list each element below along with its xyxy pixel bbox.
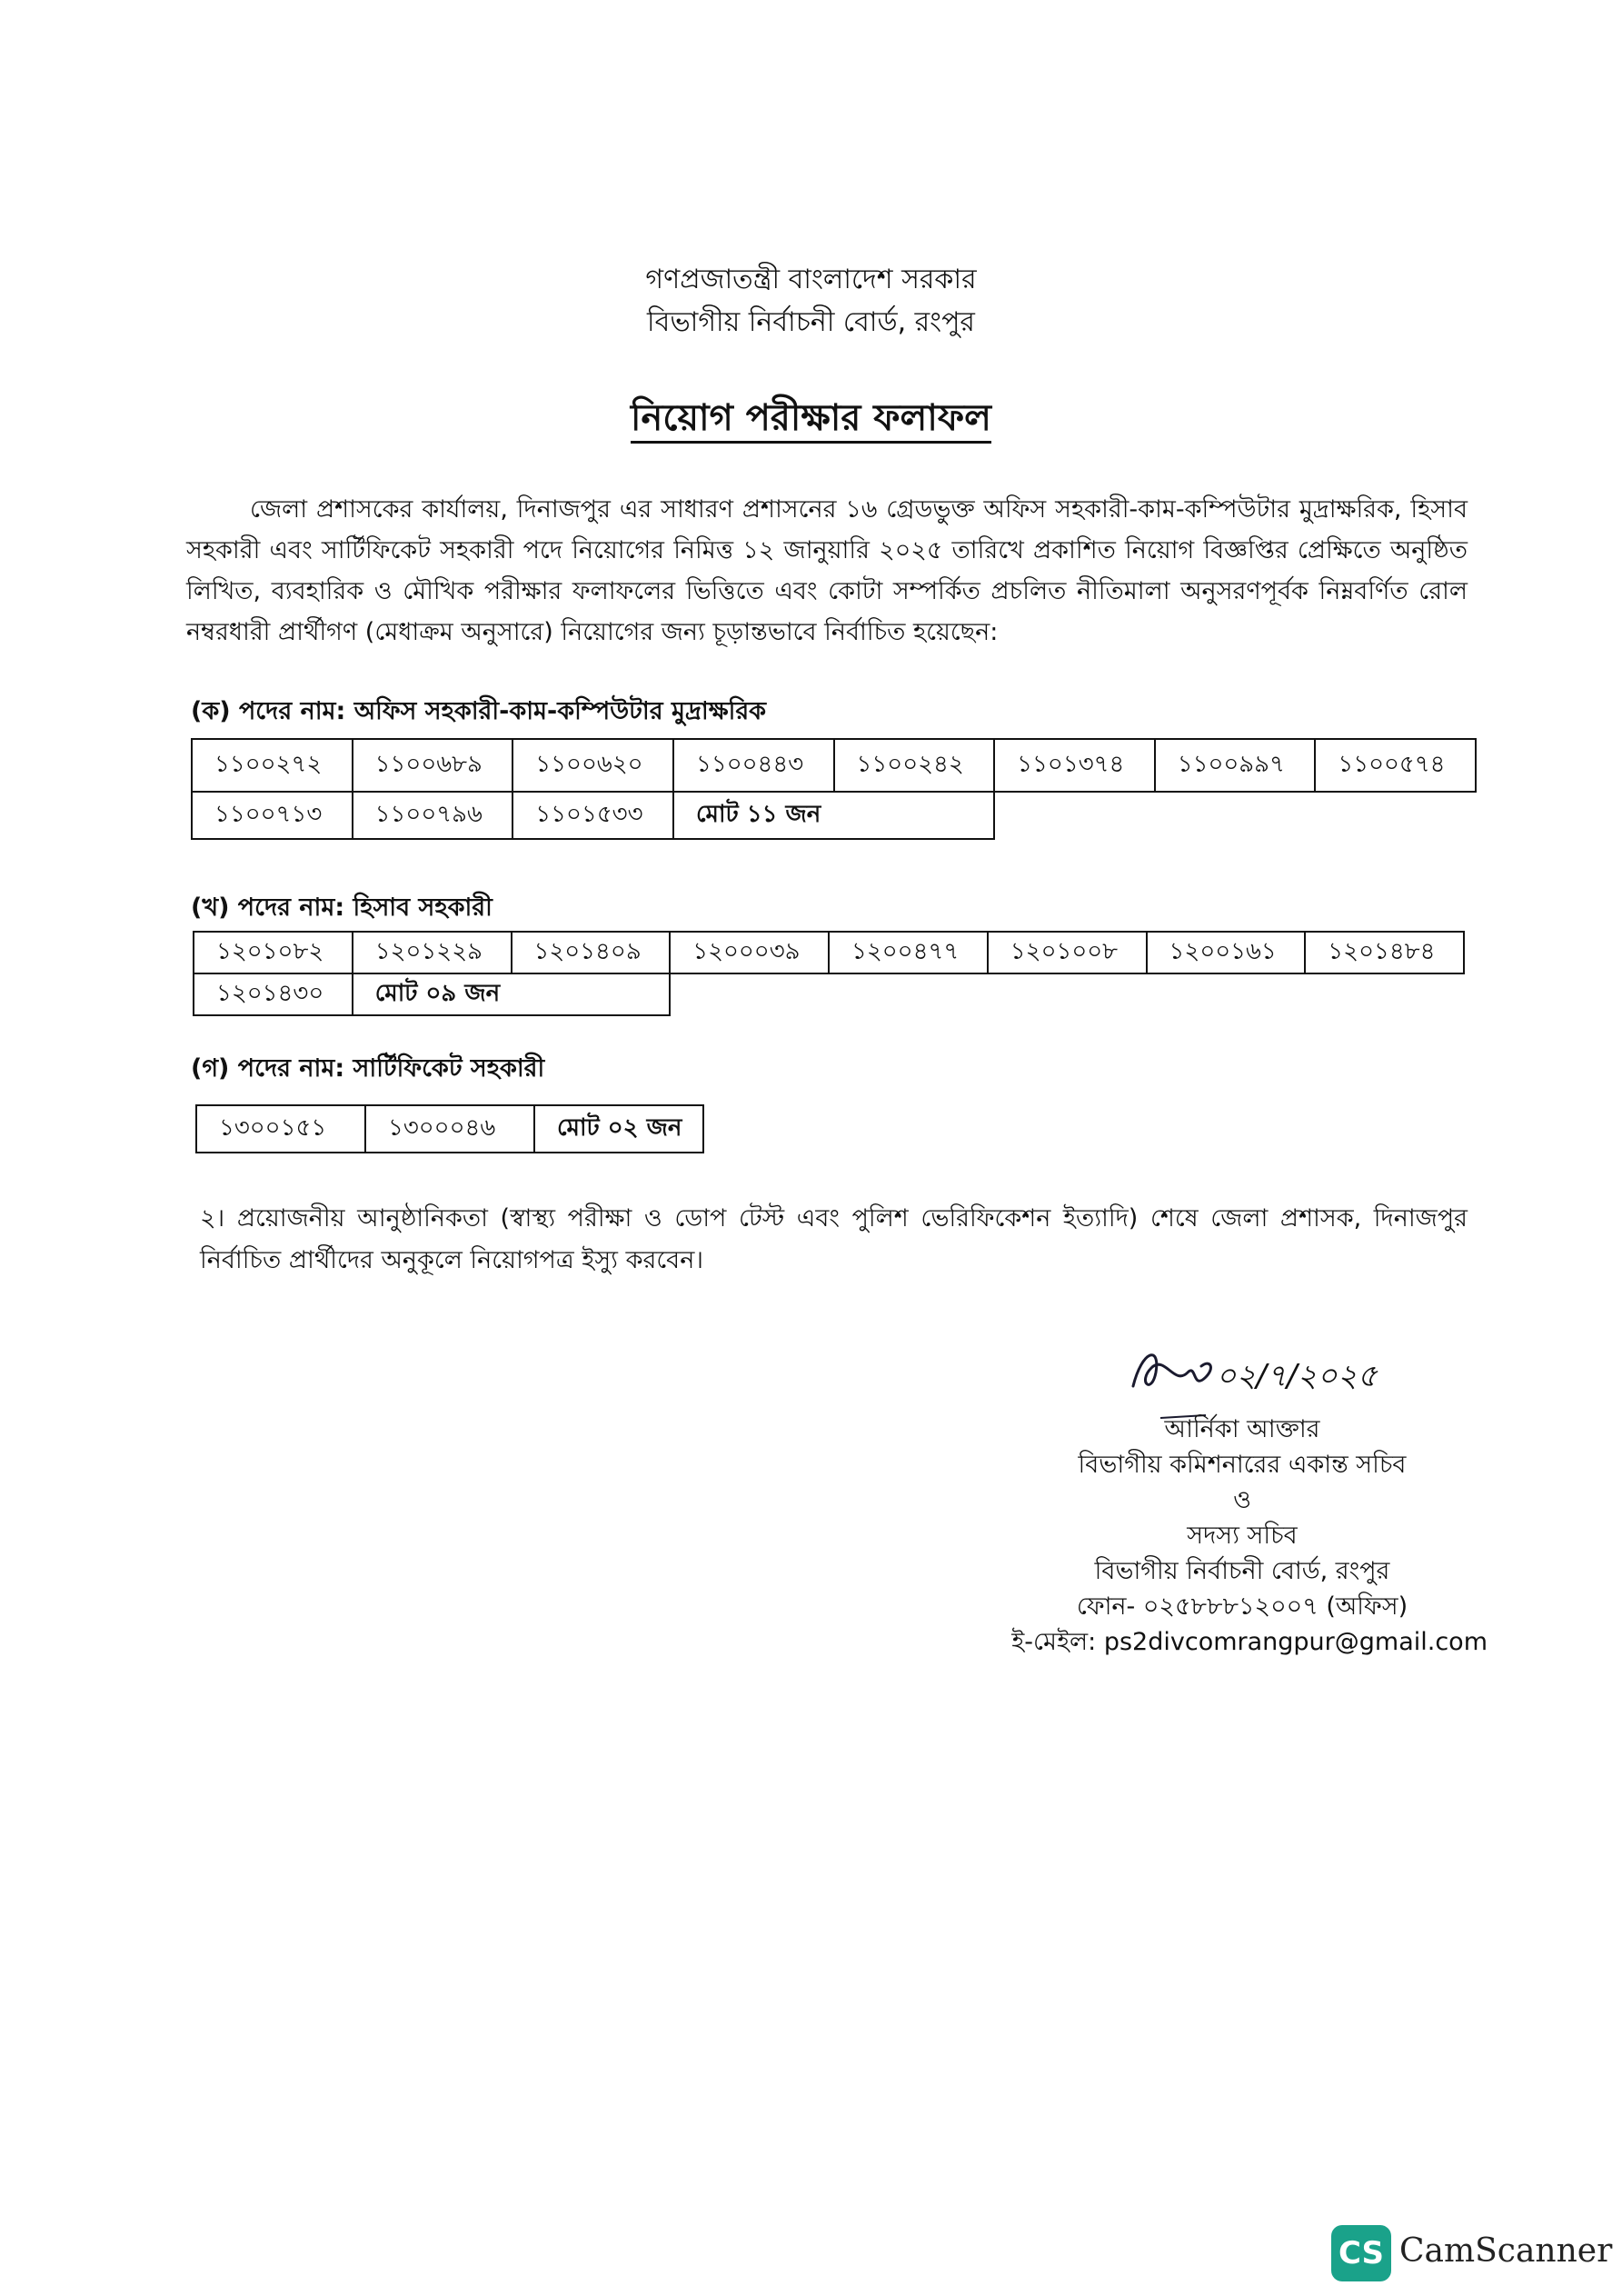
signature-block: ০২/৭/২০২৫ আর্নিকা আক্তার বিভাগীয় কমিশনারের একান্ত সচিব ও সদস্য সচিব বিভাগীয় নির্বাচনী বোর্ড, রংপুর ফোন- ০২৫৮৮৮১২০০৭ (অফিস) ই-মেইল: ps2divcomrangpur@gmail.com [997, 1332, 1488, 1660]
section-b-roll-table [193, 931, 1465, 1016]
signatory-name: আর্নিকা আক্তার [1164, 1415, 1320, 1443]
roll-cell: ১১০১৩৭৪ [994, 739, 1155, 792]
roll-cell: ১১০০৭৯৬ [353, 792, 513, 839]
roll-cell: ১১০০৬২০ [512, 739, 673, 792]
total-cell: মোট ১১ জন [673, 792, 994, 839]
roll-cell: ১১০০২৭২ [192, 739, 353, 792]
roll-cell: ১২০০১৬১ [1147, 932, 1306, 973]
roll-cell: ১১০১৫৩৩ [512, 792, 673, 839]
camscanner-logo-icon: CS [1331, 2225, 1391, 2281]
document-title-text: নিয়োগ পরীক্ষার ফলাফল [631, 397, 991, 444]
roll-cell: ১২০০৪৭৭ [829, 932, 988, 973]
roll-cell: ১২০০০৩৯ [670, 932, 829, 973]
roll-cell: ১২০১০৮২ [194, 932, 353, 973]
signatory-email: ই-মেইল: ps2divcomrangpur@gmail.com [1011, 1628, 1488, 1656]
header-government: গণপ্রজাতন্ত্রী বাংলাদেশ সরকার [645, 264, 977, 295]
roll-cell: ১১০০৫৭৪ [1315, 739, 1476, 792]
instruction-paragraph: ২। প্রয়োজনীয় আনুষ্ঠানিকতা (স্বাস্থ্য পরীক্ষা ও ডোপ টেস্ট এবং পুলিশ ভেরিফিকেশন ইত্যাদি) শেষে জেলা প্রশাসক, দিনাজপুর নির্বাচিত প্রার্থীদের অনুকূলে নিয়োগপত্র ইস্যু করবেন। [200, 1204, 1468, 1274]
document-title [0, 389, 1622, 450]
roll-cell: ১২০১০০৮ [988, 932, 1147, 973]
header-board: বিভাগীয় নির্বাচনী বোর্ড, রংপুর [647, 306, 975, 338]
intro-paragraph [186, 489, 1468, 653]
total-cell: মোট ০৯ জন [353, 973, 670, 1015]
roll-cell: ১১০০৪৪৩ [673, 739, 834, 792]
signatory-designation-2: সদস্য সচিব [1187, 1522, 1298, 1550]
signatory-phone: ফোন- ০২৫৮৮৮১২০০৭ (অফিস) [1076, 1592, 1408, 1621]
roll-cell: ১২০১৪০৯ [512, 932, 671, 973]
section-c-roll-table [195, 1104, 704, 1153]
signatory-office: বিভাগীয় নির্বাচনী বোর্ড, রংপুর [1094, 1557, 1390, 1585]
roll-cell: ১২০১৪৩০ [194, 973, 353, 1015]
roll-cell: ১২০১২২৯ [353, 932, 512, 973]
roll-cell: ১১০০৬৮৯ [353, 739, 513, 792]
section-c-title: (গ) পদের নাম: সার্টিফিকেট সহকারী [191, 1054, 545, 1083]
total-cell: মোট ০২ জন [534, 1105, 703, 1153]
section-a-title: (ক) পদের নাম: অফিস সহকারী-কাম-কম্পিউটার মুদ্রাক্ষরিক [191, 697, 767, 725]
roll-cell: ১১০০৯৯৭ [1155, 739, 1316, 792]
roll-cell: ১১০০৭১৩ [192, 792, 353, 839]
section-b-title: (খ) পদের নাম: হিসাব সহকারী [191, 893, 493, 922]
camscanner-watermark-text: CamScanner [1399, 2232, 1613, 2270]
intro-text: জেলা প্রশাসকের কার্যালয়, দিনাজপুর এর সাধারণ প্রশাসনের ১৬ গ্রেডভুক্ত অফিস সহকারী-কাম-কম্পিউটার মুদ্রাক্ষরিক, হিসাব সহকারী এবং সার্টিফিকেট সহকারী পদে নিয়োগের নিমিত্ত ১২ জানুয়ারি ২০২৫ তারিখে প্রকাশিত নিয়োগ বিজ্ঞপ্তির প্রেক্ষিতে অনুষ্ঠিত লিখিত, ব্যবহারিক ও মৌখিক পরীক্ষার ফলাফলের ভিত্তিতে এবং কোটা সম্পর্কিত প্রচলিত নীতিমালা অনুসরণপূর্বক নিম্নবর্ণিত রোল নম্বরধারী প্রার্থীগণ (মেধাক্রম অনুসারে) নিয়োগের জন্য চূড়ান্তভাবে নির্বাচিত হয়েছেন: [186, 495, 1468, 646]
section-a-roll-table [191, 738, 1477, 840]
signatory-designation-1: বিভাগীয় কমিশনারের একান্ত সচিব [1078, 1451, 1407, 1479]
roll-cell: ১৩০০১৫১ [196, 1105, 365, 1153]
roll-cell: ১২০১৪৮৪ [1305, 932, 1464, 973]
signatory-conjunction: ও [1233, 1486, 1251, 1514]
roll-cell: ১১০০২৪২ [834, 739, 995, 792]
roll-cell: ১৩০০০৪৬ [365, 1105, 534, 1153]
